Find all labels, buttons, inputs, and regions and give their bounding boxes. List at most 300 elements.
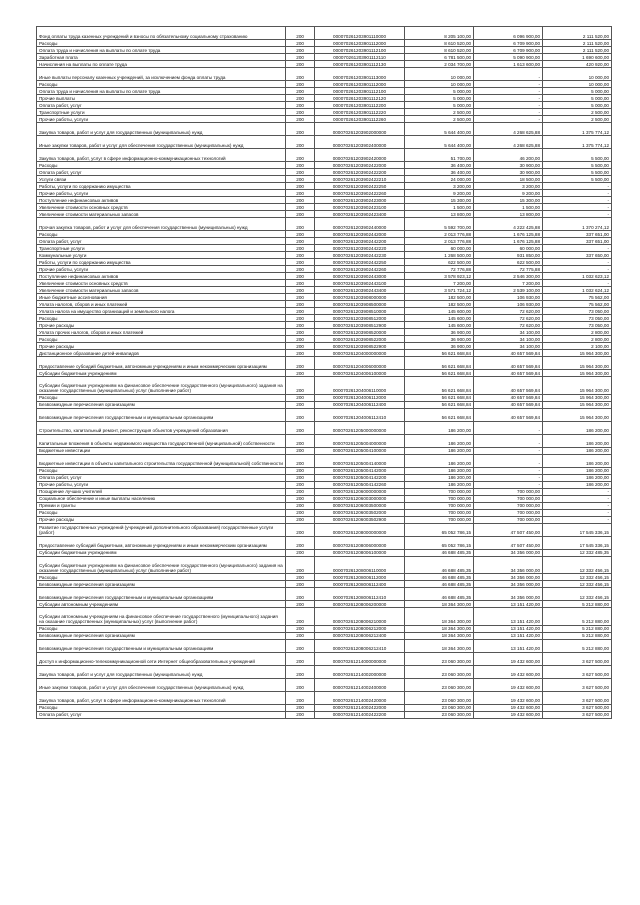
row-name: Иные выплаты персоналу казенных учреждений, за исключением фонда оплаты труда — [37, 68, 286, 81]
row-approved: 5 000,00 — [405, 95, 474, 102]
row-budget-code: 000070261206003502900 — [314, 516, 404, 523]
table-row — [37, 357, 612, 370]
row-name: Расходы — [37, 509, 286, 516]
table-row — [37, 287, 612, 294]
row-approved: 46 688 485,35 — [405, 549, 474, 556]
row-line-code: 200 — [286, 601, 315, 608]
table-row — [37, 273, 612, 280]
row-line-code: 200 — [286, 109, 315, 116]
row-name: Оплата труда и начисления на выплаты по оплате труда — [37, 47, 286, 54]
row-approved: 60 000,00 — [405, 245, 474, 252]
row-approved: 23 060 300,00 — [405, 704, 474, 711]
row-unexecuted: 12 332 456,15 — [543, 556, 612, 574]
row-executed: 6 096 900,00 — [474, 27, 543, 40]
row-line-code: 200 — [286, 625, 315, 632]
row-executed: 622 500,00 — [474, 259, 543, 266]
row-unexecuted: 3 627 500,00 — [543, 711, 612, 718]
table-row — [37, 176, 612, 183]
row-approved: 23 060 300,00 — [405, 678, 474, 691]
row-approved: 24 000,00 — [405, 176, 474, 183]
row-name: Доступ к информационно-телекоммуникационной сети Интернет общеобразовательных учреждений — [37, 652, 286, 665]
row-name: Оплата работ, услуг — [37, 474, 286, 481]
table-row — [37, 502, 612, 509]
row-approved: 9 200,00 — [405, 190, 474, 197]
row-approved: 5 000,00 — [405, 102, 474, 109]
row-budget-code: 000070261203901112000 — [314, 81, 404, 88]
row-unexecuted: - — [543, 502, 612, 509]
row-line-code: 200 — [286, 162, 315, 169]
row-executed: 13 151 420,00 — [474, 625, 543, 632]
table-row — [37, 109, 612, 116]
table-row — [37, 88, 612, 95]
row-unexecuted: 5 212 880,00 — [543, 601, 612, 608]
row-approved: 5 644 400,00 — [405, 123, 474, 136]
row-name: Иные бюджетные ассигнования — [37, 294, 286, 301]
row-executed: - — [474, 467, 543, 474]
row-unexecuted: - — [543, 495, 612, 502]
row-unexecuted: 5 212 880,00 — [543, 632, 612, 639]
row-approved: 15 300,00 — [405, 197, 474, 204]
row-line-code: 200 — [286, 350, 315, 357]
row-unexecuted: - — [543, 280, 612, 287]
table-row — [37, 447, 612, 454]
row-name: Расходы — [37, 336, 286, 343]
row-unexecuted: 337 651,00 — [543, 238, 612, 245]
row-line-code: 200 — [286, 357, 315, 370]
row-name: Транспортные услуги — [37, 245, 286, 252]
row-budget-code: 000070261203901112000 — [314, 40, 404, 47]
table-row — [37, 329, 612, 336]
row-line-code: 200 — [286, 377, 315, 395]
row-executed: 106 930,00 — [474, 301, 543, 308]
row-budget-code: 000070261203901112130 — [314, 61, 404, 68]
row-name: Работы, услуги по содержанию имущества — [37, 183, 286, 190]
row-unexecuted: 186 200,00 — [543, 454, 612, 467]
row-budget-code: 000070261203901112220 — [314, 109, 404, 116]
row-unexecuted: 3 627 500,00 — [543, 691, 612, 704]
row-approved: 186 200,00 — [405, 474, 474, 481]
row-unexecuted: 337 650,00 — [543, 252, 612, 259]
row-unexecuted: 186 200,00 — [543, 447, 612, 454]
row-name: Расходы — [37, 162, 286, 169]
row-executed: 40 657 569,84 — [474, 370, 543, 377]
row-executed: 1 676 125,88 — [474, 238, 543, 245]
row-approved: 46 688 485,35 — [405, 574, 474, 581]
row-unexecuted: 2 800,00 — [543, 329, 612, 336]
row-executed: 4 268 625,88 — [474, 123, 543, 136]
row-line-code: 200 — [286, 447, 315, 454]
row-executed: 30 900,00 — [474, 162, 543, 169]
row-budget-code: 000070261203908000000 — [314, 294, 404, 301]
row-approved: 46 688 485,35 — [405, 588, 474, 601]
row-name: Иные закупки товаров, работ и услуг для обеспечения государственных (муниципальных) нужд — [37, 678, 286, 691]
row-unexecuted: 3 627 500,00 — [543, 652, 612, 665]
table-row — [37, 136, 612, 149]
row-line-code: 200 — [286, 481, 315, 488]
row-approved: 7 200,00 — [405, 280, 474, 287]
row-approved: 145 600,00 — [405, 322, 474, 329]
row-unexecuted: 15 964 300,00 — [543, 350, 612, 357]
table-row — [37, 190, 612, 197]
table-row — [37, 252, 612, 259]
row-name: Субсидии бюджетным учреждениям — [37, 549, 286, 556]
row-approved: 23 060 300,00 — [405, 652, 474, 665]
row-approved: 51 700,00 — [405, 149, 474, 162]
row-line-code: 200 — [286, 123, 315, 136]
row-executed: 34 356 000,00 — [474, 556, 543, 574]
row-line-code: 200 — [286, 136, 315, 149]
row-name: Поступление нефинансовых активов — [37, 273, 286, 280]
table-row — [37, 408, 612, 421]
row-approved: 1 500,00 — [405, 204, 474, 211]
row-name: Строительство, капитальный ремонт, реконструкция объектов учреждений образования — [37, 421, 286, 434]
row-line-code: 200 — [286, 102, 315, 109]
row-budget-code: 000070261203902422210 — [314, 176, 404, 183]
row-line-code: 200 — [286, 301, 315, 308]
row-name: Увеличение стоимости основных средств — [37, 280, 286, 287]
row-unexecuted: 10 000,00 — [543, 81, 612, 88]
row-line-code: 200 — [286, 280, 315, 287]
row-approved: 145 600,00 — [405, 308, 474, 315]
table-row — [37, 394, 612, 401]
expenditure-table-body — [37, 27, 612, 719]
row-name: Бюджетные инвестиции в объекты капитального строительства государственной (муниципальной) собственности — [37, 454, 286, 467]
row-name: Премии и гранты — [37, 502, 286, 509]
row-approved: 36 900,00 — [405, 329, 474, 336]
row-executed: 700 000,00 — [474, 516, 543, 523]
table-row — [37, 336, 612, 343]
table-row — [37, 27, 612, 40]
row-budget-code: 000070261204006110000 — [314, 377, 404, 395]
row-budget-code: 000070261204006112400 — [314, 401, 404, 408]
table-row — [37, 509, 612, 516]
row-unexecuted: - — [543, 266, 612, 273]
row-line-code: 200 — [286, 434, 315, 447]
row-unexecuted: - — [543, 259, 612, 266]
row-name: Прочие работы, услуги — [37, 190, 286, 197]
row-executed: 19 432 600,00 — [474, 704, 543, 711]
row-line-code: 200 — [286, 639, 315, 652]
row-budget-code: 000070261203901112100 — [314, 88, 404, 95]
table-row — [37, 652, 612, 665]
row-approved: 145 600,00 — [405, 315, 474, 322]
table-row — [37, 162, 612, 169]
row-approved: 36 900,00 — [405, 336, 474, 343]
row-approved: 186 200,00 — [405, 467, 474, 474]
table-row — [37, 315, 612, 322]
row-name: Прочие расходы — [37, 516, 286, 523]
row-unexecuted: 12 332 456,15 — [543, 574, 612, 581]
row-line-code: 200 — [286, 27, 315, 40]
row-executed: 3 200,00 — [474, 183, 543, 190]
row-line-code: 200 — [286, 81, 315, 88]
row-unexecuted: 2 800,00 — [543, 336, 612, 343]
row-line-code: 200 — [286, 665, 315, 678]
row-budget-code: 000070261203902442220 — [314, 245, 404, 252]
row-executed: 40 657 569,84 — [474, 350, 543, 357]
row-executed: - — [474, 116, 543, 123]
row-name: Безвозмездные перечисления организациям — [37, 401, 286, 408]
row-approved: 10 000,00 — [405, 68, 474, 81]
row-approved: 72 776,88 — [405, 266, 474, 273]
row-executed: 19 432 600,00 — [474, 691, 543, 704]
table-row — [37, 678, 612, 691]
table-row — [37, 481, 612, 488]
row-unexecuted: 186 200,00 — [543, 481, 612, 488]
row-name: Оплата работ, услуг — [37, 238, 286, 245]
row-line-code: 200 — [286, 259, 315, 266]
table-row — [37, 536, 612, 549]
row-name: Безвозмездные перечисления организациям — [37, 632, 286, 639]
row-line-code: 200 — [286, 95, 315, 102]
table-row — [37, 197, 612, 204]
row-executed: 5 090 900,00 — [474, 54, 543, 61]
row-budget-code: 000070261203902443100 — [314, 280, 404, 287]
row-executed: 47 507 450,00 — [474, 536, 543, 549]
row-budget-code: 000070261208000000000 — [314, 523, 404, 536]
row-executed: 13 151 420,00 — [474, 601, 543, 608]
row-name: Прочие работы, услуги — [37, 266, 286, 273]
row-approved: 13 800,00 — [405, 211, 474, 218]
row-name: Работы, услуги по содержанию имущества — [37, 259, 286, 266]
row-approved: 186 200,00 — [405, 454, 474, 467]
row-name: Безвозмездные перечисления государственным и муниципальным организациям — [37, 408, 286, 421]
row-budget-code: 000070261208006112410 — [314, 588, 404, 601]
row-name: Субсидии бюджетным учреждениям на финансовое обеспечение государственного (муниципального) задания на оказание государственных (муниципальных) услуг (выполнение работ) — [37, 556, 286, 574]
row-line-code: 200 — [286, 581, 315, 588]
row-approved: 700 000,00 — [405, 495, 474, 502]
row-line-code: 200 — [286, 88, 315, 95]
row-name: Прочие работы, услуги — [37, 116, 286, 123]
row-approved: 46 688 485,35 — [405, 581, 474, 588]
table-row — [37, 343, 612, 350]
row-line-code: 200 — [286, 408, 315, 421]
row-executed: 700 000,00 — [474, 495, 543, 502]
row-budget-code: 000070261204006112000 — [314, 394, 404, 401]
row-line-code: 200 — [286, 47, 315, 54]
table-row — [37, 454, 612, 467]
table-row — [37, 549, 612, 556]
row-executed: 13 151 420,00 — [474, 608, 543, 626]
row-unexecuted: - — [543, 516, 612, 523]
row-budget-code: 000070261206003000000 — [314, 495, 404, 502]
row-line-code: 200 — [286, 495, 315, 502]
row-unexecuted: 5 500,00 — [543, 169, 612, 176]
row-approved: 182 500,00 — [405, 294, 474, 301]
row-line-code: 200 — [286, 467, 315, 474]
row-line-code: 200 — [286, 691, 315, 704]
row-unexecuted: 2 500,00 — [543, 116, 612, 123]
row-executed: 19 432 600,00 — [474, 665, 543, 678]
row-executed: - — [474, 88, 543, 95]
row-executed: 40 657 569,84 — [474, 377, 543, 395]
row-approved: 56 621 668,84 — [405, 408, 474, 421]
row-budget-code: 000070261208006112000 — [314, 574, 404, 581]
row-line-code: 200 — [286, 549, 315, 556]
table-row — [37, 40, 612, 47]
row-line-code: 200 — [286, 183, 315, 190]
row-unexecuted: 1 032 623,12 — [543, 273, 612, 280]
row-line-code: 200 — [286, 502, 315, 509]
row-name: Капитальные вложения в объекты недвижимого имущества государственной (муниципальной) собственности — [37, 434, 286, 447]
row-unexecuted: 17 545 336,15 — [543, 523, 612, 536]
row-name: Расходы — [37, 574, 286, 581]
table-row — [37, 704, 612, 711]
row-unexecuted: 1 370 274,12 — [543, 218, 612, 231]
row-line-code: 200 — [286, 343, 315, 350]
row-unexecuted: 3 627 500,00 — [543, 704, 612, 711]
row-executed: - — [474, 447, 543, 454]
row-approved: 8 610 520,00 — [405, 40, 474, 47]
row-line-code: 200 — [286, 61, 315, 68]
table-row — [37, 259, 612, 266]
table-row — [37, 711, 612, 718]
row-executed: - — [474, 454, 543, 467]
table-row — [37, 467, 612, 474]
row-budget-code: 000070261205004000000 — [314, 434, 404, 447]
row-executed: - — [474, 481, 543, 488]
row-budget-code: 000070261203908512900 — [314, 322, 404, 329]
row-unexecuted: - — [543, 197, 612, 204]
table-row — [37, 377, 612, 395]
row-approved: 2 013 776,88 — [405, 238, 474, 245]
row-line-code: 200 — [286, 454, 315, 467]
row-name: Начисления на выплаты по оплате труда — [37, 61, 286, 68]
row-unexecuted: 186 200,00 — [543, 421, 612, 434]
table-row — [37, 625, 612, 632]
row-executed: 1 500,00 — [474, 204, 543, 211]
row-name: Дистанционное образование детей-инвалидов — [37, 350, 286, 357]
row-unexecuted: 2 111 520,00 — [543, 27, 612, 40]
row-executed: 47 507 450,00 — [474, 523, 543, 536]
row-budget-code: 000070261203902442260 — [314, 266, 404, 273]
row-name: Субсидии бюджетным учреждениям на финансовое обеспечение государственного (муниципального) задания на оказание государственных (муниципальных) услуг (выполнение работ) — [37, 377, 286, 395]
table-row — [37, 370, 612, 377]
row-name: Прочие работы, услуги — [37, 481, 286, 488]
table-row — [37, 434, 612, 447]
row-unexecuted: 2 500,00 — [543, 109, 612, 116]
row-approved: 18 364 300,00 — [405, 639, 474, 652]
table-row — [37, 665, 612, 678]
row-line-code: 200 — [286, 294, 315, 301]
row-executed: 34 356 000,00 — [474, 549, 543, 556]
row-unexecuted: 5 212 880,00 — [543, 625, 612, 632]
row-line-code: 200 — [286, 394, 315, 401]
row-name: Закупка товаров, работ, услуг в сфере информационно-коммуникационных технологий — [37, 149, 286, 162]
row-budget-code: 000070261203901112100 — [314, 47, 404, 54]
row-unexecuted: 15 964 300,00 — [543, 401, 612, 408]
row-executed: 34 356 000,00 — [474, 581, 543, 588]
row-line-code: 200 — [286, 523, 315, 536]
row-approved: 2 013 776,88 — [405, 231, 474, 238]
row-name: Бюджетные инвестиции — [37, 447, 286, 454]
row-unexecuted: - — [543, 204, 612, 211]
row-budget-code: 000070261208006212400 — [314, 632, 404, 639]
row-unexecuted: 15 964 300,00 — [543, 394, 612, 401]
row-budget-code: 000070261205004100000 — [314, 447, 404, 454]
row-approved: 5 000,00 — [405, 88, 474, 95]
row-budget-code: 000070261203902423400 — [314, 211, 404, 218]
row-approved: 65 052 786,15 — [405, 523, 474, 536]
table-row — [37, 116, 612, 123]
row-line-code: 200 — [286, 509, 315, 516]
table-row — [37, 280, 612, 287]
row-unexecuted: 15 964 300,00 — [543, 377, 612, 395]
row-executed: - — [474, 434, 543, 447]
row-budget-code: 000070261214002000000 — [314, 665, 404, 678]
row-unexecuted: 5 500,00 — [543, 149, 612, 162]
table-row — [37, 421, 612, 434]
table-row — [37, 639, 612, 652]
row-approved: 5 644 400,00 — [405, 136, 474, 149]
row-executed: 13 800,00 — [474, 211, 543, 218]
row-approved: 5 592 700,00 — [405, 218, 474, 231]
table-row — [37, 495, 612, 502]
row-approved: 10 000,00 — [405, 81, 474, 88]
row-budget-code: 000070261204006000000 — [314, 357, 404, 370]
row-unexecuted: 337 651,00 — [543, 231, 612, 238]
row-unexecuted: 186 200,00 — [543, 474, 612, 481]
row-unexecuted: 5 500,00 — [543, 162, 612, 169]
row-approved: 700 000,00 — [405, 509, 474, 516]
row-name: Расходы — [37, 315, 286, 322]
table-row — [37, 556, 612, 574]
row-budget-code: 000070261203902422000 — [314, 162, 404, 169]
row-name: Расходы — [37, 40, 286, 47]
row-approved: 2 034 700,00 — [405, 61, 474, 68]
row-approved: 65 052 786,15 — [405, 536, 474, 549]
row-executed: 40 657 569,84 — [474, 357, 543, 370]
table-row — [37, 266, 612, 273]
row-line-code: 200 — [286, 231, 315, 238]
row-executed: 15 300,00 — [474, 197, 543, 204]
row-name: Субсидии автономным учреждениям — [37, 601, 286, 608]
row-approved: 3 578 923,12 — [405, 273, 474, 280]
row-budget-code: 000070261203902400000 — [314, 136, 404, 149]
row-name: Оплата труда и начисления на выплаты по оплате труда — [37, 88, 286, 95]
table-row — [37, 474, 612, 481]
table-row — [37, 588, 612, 601]
row-approved: 56 621 668,84 — [405, 377, 474, 395]
row-name: Увеличение стоимости материальных запасов — [37, 287, 286, 294]
row-approved: 36 900,00 — [405, 343, 474, 350]
row-line-code: 200 — [286, 204, 315, 211]
row-executed: 72 775,88 — [474, 266, 543, 273]
row-executed: 7 200,00 — [474, 280, 543, 287]
row-line-code: 200 — [286, 370, 315, 377]
row-approved: 23 060 300,00 — [405, 711, 474, 718]
row-name: Иные закупки товаров, работ и услуг для обеспечения государственных (муниципальных) нужд — [37, 136, 286, 149]
row-name: Расходы — [37, 81, 286, 88]
row-executed: 60 000,00 — [474, 245, 543, 252]
row-unexecuted: 15 964 300,00 — [543, 370, 612, 377]
row-budget-code: 000070261203902443000 — [314, 273, 404, 280]
row-unexecuted: 186 200,00 — [543, 434, 612, 447]
row-executed: 4 222 425,88 — [474, 218, 543, 231]
row-approved: 3 200,00 — [405, 183, 474, 190]
row-unexecuted: - — [543, 190, 612, 197]
row-executed: 30 900,00 — [474, 169, 543, 176]
row-budget-code: 000070261205004142200 — [314, 474, 404, 481]
row-executed: 46 200,00 — [474, 149, 543, 162]
row-name: Безвозмездные перечисления организациям — [37, 581, 286, 588]
row-executed: 72 620,00 — [474, 322, 543, 329]
row-budget-code: 000070261205004142260 — [314, 481, 404, 488]
row-budget-code: 000070261208006112400 — [314, 581, 404, 588]
row-line-code: 200 — [286, 536, 315, 549]
row-name: Поступление нефинансовых активов — [37, 197, 286, 204]
row-line-code: 200 — [286, 322, 315, 329]
